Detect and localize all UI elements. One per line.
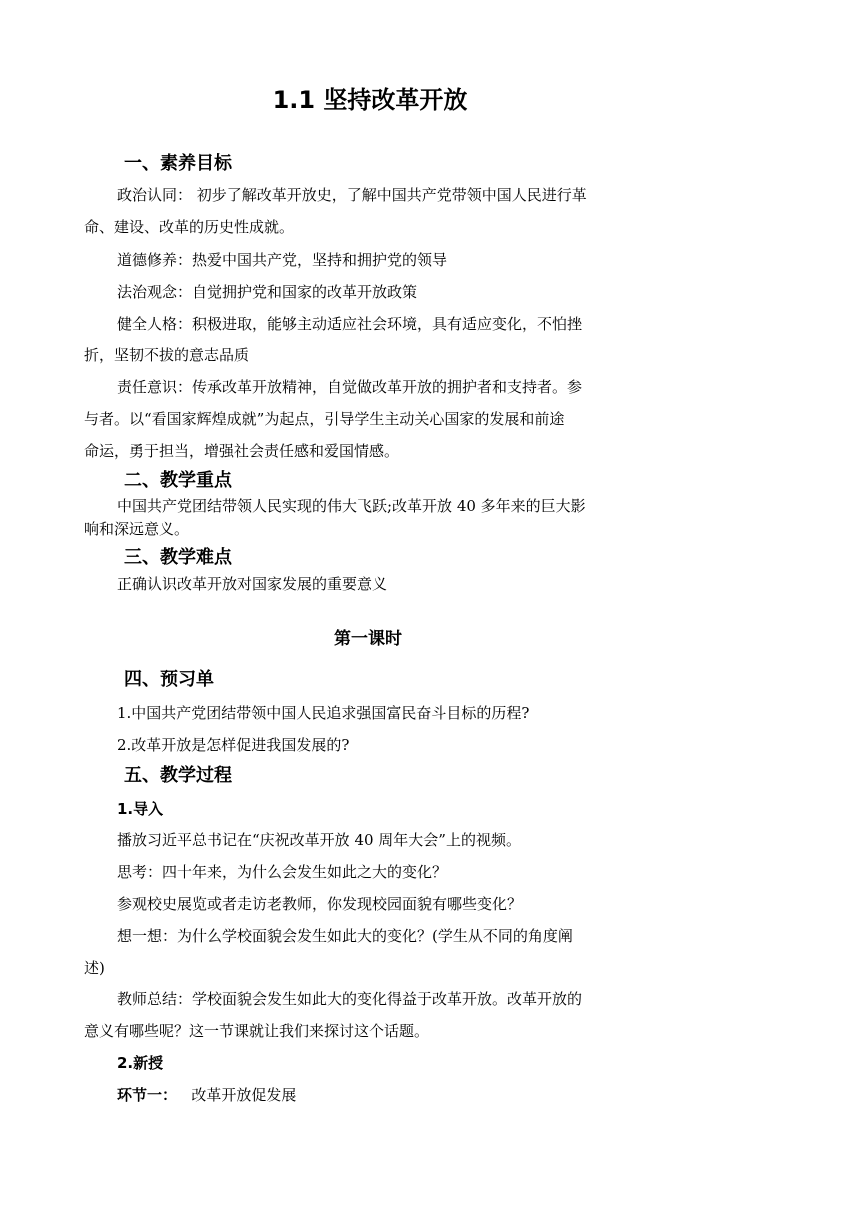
goals-personality-line2: 折，坚韧不拔的意志品质: [84, 346, 250, 364]
step1-text: 改革开放促发展: [191, 1086, 297, 1104]
intro-line-4b: 述): [84, 959, 105, 977]
goals-responsibility-line1: 责任意识：传承改革开放精神，自觉做改革开放的拥护者和支持者。参: [117, 378, 583, 396]
focus-line2: 响和深远意义。: [84, 520, 190, 538]
difficulty-line1: 正确认识改革开放对国家发展的重要意义: [117, 575, 388, 593]
goals-political-line2: 命、建设、改革的历史性成就。: [84, 218, 295, 236]
process-subheading-new: 2.新授: [117, 1054, 164, 1072]
step1-line: [117, 1084, 296, 1106]
preview-heading: 四、预习单: [124, 669, 214, 690]
goals-responsibility-line2: 与者。以“看国家辉煌成就”为起点，引导学生主动关心国家的发展和前途: [84, 410, 565, 428]
goals-responsibility-line3: 命运，勇于担当，增强社会责任感和爱国情感。: [84, 442, 400, 460]
focus-line1: 中国共产党团结带领人民实现的伟大飞跃;改革开放 40 多年来的巨大影: [117, 497, 586, 515]
document-title: 1.1 坚持改革开放: [272, 86, 468, 114]
goals-law: 法治观念：自觉拥护党和国家的改革开放政策: [117, 283, 418, 301]
focus-heading: 二、教学重点: [124, 470, 232, 491]
intro-line-3: 参观校史展览或者走访老教师，你发现校园面貌有哪些变化？: [117, 895, 523, 913]
process-subheading-intro: 1.导入: [117, 800, 164, 818]
intro-line-4a: 想一想：为什么学校面貌会发生如此大的变化？(学生从不同的角度阐: [117, 927, 573, 945]
preview-question-1: 1.中国共产党团结带领中国人民追求强国富民奋斗目标的历程?: [117, 704, 530, 722]
summary-line-1: 教师总结：学校面貌会发生如此大的变化得益于改革开放。改革开放的: [117, 990, 583, 1008]
goals-political-line1: 政治认同： 初步了解改革开放史，了解中国共产党带领中国人民进行革: [117, 186, 587, 204]
step1-label: 环节一：: [117, 1086, 178, 1104]
intro-line-1: 播放习近平总书记在“庆祝改革开放 40 周年大会”上的视频。: [117, 831, 521, 849]
difficulty-heading: 三、教学难点: [124, 547, 232, 568]
intro-line-2: 思考：四十年来，为什么会发生如此之大的变化？: [117, 863, 448, 881]
goals-heading: 一、素养目标: [124, 153, 232, 174]
goals-moral: 道德修养：热爱中国共产党，坚持和拥护党的领导: [117, 251, 448, 269]
goals-personality-line1: 健全人格：积极进取，能够主动适应社会环境，具有适应变化，不怕挫: [117, 315, 583, 333]
summary-line-2: 意义有哪些呢？这一节课就让我们来探讨这个话题。: [84, 1022, 430, 1040]
preview-question-2: 2.改革开放是怎样促进我国发展的?: [117, 736, 350, 754]
lesson-title: 第一课时: [334, 629, 402, 649]
process-heading: 五、教学过程: [124, 765, 232, 786]
